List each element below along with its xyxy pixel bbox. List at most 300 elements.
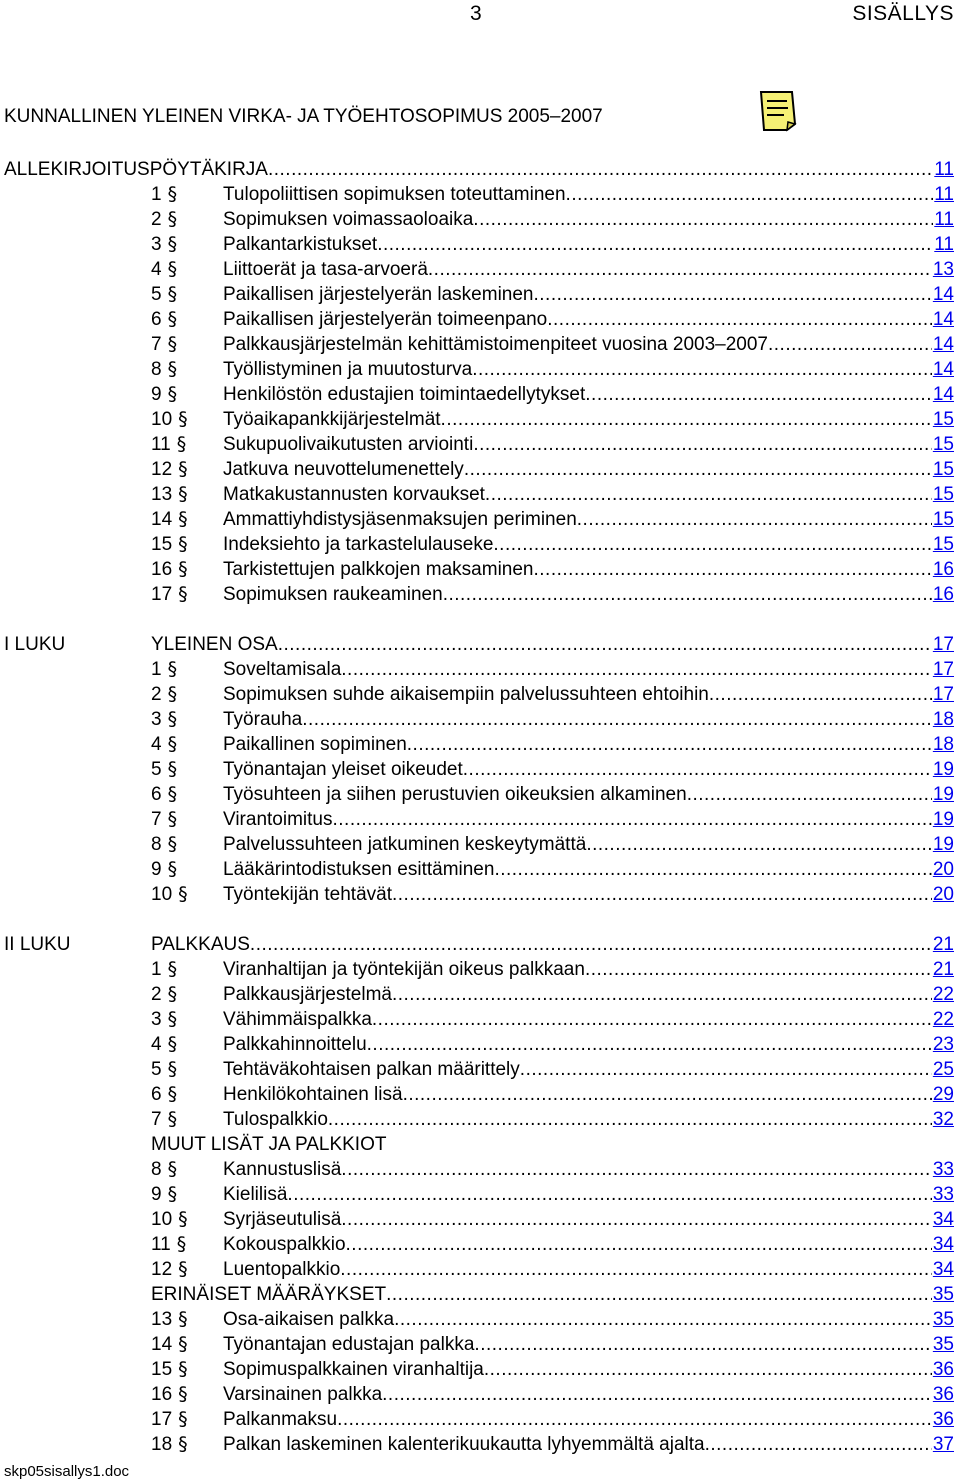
toc-page-link[interactable]: 35 <box>932 1309 954 1330</box>
section-number <box>151 1432 189 1457</box>
section-number-value: 12 <box>151 1259 173 1280</box>
toc-entry <box>223 357 954 382</box>
section-number <box>151 357 189 382</box>
section-number-value: 10 <box>151 884 173 905</box>
toc-row <box>0 557 960 582</box>
toc-entry-label: Paikallisen järjestelyerän toimeenpano <box>223 309 548 330</box>
toc-leader-dots <box>377 232 933 257</box>
toc-entry <box>223 657 954 682</box>
toc-page-link[interactable]: 35 <box>932 1284 954 1305</box>
toc-row <box>0 857 960 882</box>
chapter-label: II LUKU <box>4 934 71 955</box>
section-number-value: 8 <box>151 834 162 855</box>
toc-leader-dots <box>287 1182 931 1207</box>
section-sign-icon: § <box>167 383 178 405</box>
toc-page-link[interactable]: 36 <box>932 1359 954 1380</box>
toc-page-link[interactable]: 17 <box>932 634 954 655</box>
section-sign-icon: § <box>167 1058 178 1080</box>
toc-row <box>0 632 960 657</box>
toc-row <box>0 882 960 907</box>
section-sign-icon: § <box>167 858 178 880</box>
section-number <box>151 857 189 882</box>
toc-leader-dots <box>534 282 932 307</box>
toc-page-link[interactable]: 15 <box>932 509 954 530</box>
toc-page-link[interactable]: 21 <box>932 959 954 980</box>
section-number-value: 3 <box>151 1009 162 1030</box>
section-number-value: 7 <box>151 809 162 830</box>
toc-row <box>0 382 960 407</box>
section-sign-icon: § <box>167 1183 178 1205</box>
toc-entry-label: Tarkistettujen palkkojen maksaminen <box>223 559 534 580</box>
toc-row <box>0 1257 960 1282</box>
toc-entry <box>223 882 954 907</box>
section-number-value: 14 <box>151 509 173 530</box>
toc-page-link[interactable]: 15 <box>932 484 954 505</box>
toc-page-link[interactable]: 33 <box>932 1159 954 1180</box>
toc-page-link[interactable]: 22 <box>932 1009 954 1030</box>
section-number-value: 15 <box>151 1359 173 1380</box>
toc-page-link[interactable]: 11 <box>934 234 954 255</box>
toc-leader-dots <box>337 1407 932 1432</box>
section-number <box>151 1257 189 1282</box>
section-number <box>151 1057 189 1082</box>
toc-entry <box>223 1432 954 1457</box>
toc-leader-dots <box>346 1232 932 1257</box>
toc-leader-dots <box>586 832 932 857</box>
toc-leader-dots <box>278 632 932 657</box>
section-sign-icon: § <box>176 433 187 455</box>
toc-leader-dots <box>493 532 931 557</box>
toc-entry <box>223 532 954 557</box>
section-number-value: 9 <box>151 859 162 880</box>
toc-page-link[interactable]: 25 <box>932 1059 954 1080</box>
toc-page-link[interactable]: 22 <box>932 984 954 1005</box>
toc-row <box>0 257 960 282</box>
toc-leader-dots <box>463 757 932 782</box>
toc-page-link[interactable]: 14 <box>932 359 954 380</box>
toc-entry-label: Henkilöstön edustajien toimintaedellytykset <box>223 384 586 405</box>
note-icon[interactable] <box>758 88 798 132</box>
toc-page-link[interactable]: 14 <box>932 284 954 305</box>
toc-entry-label: Lääkärintodistuksen esittäminen <box>223 859 495 880</box>
toc-entry-label: ERINÄISET MÄÄRÄYKSET <box>151 1284 387 1305</box>
toc-page-link[interactable]: 36 <box>932 1384 954 1405</box>
toc-entry-label: Luentopalkkio <box>223 1259 341 1280</box>
toc-page-link[interactable]: 16 <box>932 559 954 580</box>
toc-entry-label: Tulospalkkio <box>223 1109 328 1130</box>
section-sign-icon: § <box>167 1083 178 1105</box>
toc-row <box>0 1307 960 1332</box>
toc-entry <box>223 857 954 882</box>
toc-entry-label: Sopimuksen voimassaoloaika <box>223 209 474 230</box>
toc-page-link[interactable]: 20 <box>932 859 954 880</box>
section-number <box>151 1182 189 1207</box>
toc-entry <box>223 1382 954 1407</box>
toc-entry <box>223 1107 954 1132</box>
section-sign-icon: § <box>167 683 178 705</box>
section-sign-icon: § <box>178 533 188 555</box>
section-number-value: 5 <box>151 284 162 305</box>
section-number <box>151 582 189 607</box>
toc-leader-dots <box>494 857 931 882</box>
toc-row <box>0 432 960 457</box>
section-number <box>151 307 189 332</box>
section-number-value: 6 <box>151 309 162 330</box>
toc-entry <box>4 157 954 182</box>
section-number-value: 4 <box>151 259 162 280</box>
toc-entry <box>223 257 954 282</box>
section-sign-icon: § <box>178 1208 188 1230</box>
toc-leader-dots <box>268 157 933 182</box>
toc-entry <box>223 1257 954 1282</box>
toc-entry-label: Indeksiehto ja tarkastelulauseke <box>223 534 494 555</box>
toc-row <box>0 307 960 332</box>
toc-page-link[interactable]: 37 <box>932 1434 954 1455</box>
toc-page-link[interactable]: 15 <box>932 409 954 430</box>
toc-row <box>0 1082 960 1107</box>
toc-leader-dots <box>328 1107 932 1132</box>
toc-entry-label: Työsuhteen ja siihen perustuvien oikeuksien alkaminen <box>223 784 687 805</box>
toc-row <box>0 282 960 307</box>
toc-leader-dots <box>566 182 934 207</box>
toc-row <box>0 232 960 257</box>
toc-row <box>0 1007 960 1032</box>
toc-entry-label: Työllistyminen ja muutosturva <box>223 359 473 380</box>
section-number <box>151 207 189 232</box>
section-sign-icon: § <box>167 333 178 355</box>
toc-entry <box>223 182 954 207</box>
toc-row <box>0 982 960 1007</box>
toc-page-link[interactable]: 18 <box>932 709 954 730</box>
toc-entry <box>223 1357 954 1382</box>
section-number <box>151 282 189 307</box>
section-number <box>151 532 189 557</box>
toc-page-link[interactable]: 33 <box>932 1184 954 1205</box>
section-number-value: 11 <box>151 1234 171 1255</box>
section-sign-icon: § <box>167 208 178 230</box>
section-number <box>151 382 189 407</box>
toc-leader-dots <box>472 357 932 382</box>
section-number <box>151 782 189 807</box>
section-sign-icon: § <box>167 283 178 305</box>
section-number-value: 13 <box>151 484 173 505</box>
toc-entry-label: Tehtäväkohtaisen palkan määrittely <box>223 1059 520 1080</box>
section-number-value: 3 <box>151 709 162 730</box>
section-number-value: 4 <box>151 1034 162 1055</box>
toc-entry <box>223 332 954 357</box>
section-sign-icon: § <box>178 1333 188 1355</box>
toc-page-link[interactable]: 15 <box>932 434 954 455</box>
section-number-value: 6 <box>151 784 162 805</box>
section-number <box>151 457 189 482</box>
toc-page-link[interactable]: 11 <box>934 159 954 180</box>
toc-leader-dots <box>367 1032 932 1057</box>
section-number <box>151 1232 189 1257</box>
section-number-value: 2 <box>151 684 162 705</box>
section-number <box>151 432 189 457</box>
section-number-value: 11 <box>151 434 171 455</box>
section-number-value: 5 <box>151 1059 162 1080</box>
toc-page-link[interactable]: 29 <box>932 1084 954 1105</box>
toc-row <box>0 1282 960 1307</box>
toc-entry <box>223 807 954 832</box>
section-sign-icon: § <box>178 1258 188 1280</box>
toc-entry <box>223 232 954 257</box>
toc-row <box>0 1107 960 1132</box>
toc-page-link[interactable]: 11 <box>934 209 954 230</box>
toc-page-link[interactable]: 18 <box>932 734 954 755</box>
toc-row <box>0 207 960 232</box>
section-sign-icon: § <box>167 708 178 730</box>
toc-row <box>0 1407 960 1432</box>
section-number-value: 2 <box>151 984 162 1005</box>
toc-leader-dots <box>687 782 932 807</box>
toc-row <box>0 407 960 432</box>
toc-entry-label: Liittoerät ja tasa-arvoerä <box>223 259 428 280</box>
toc-page-link[interactable]: 34 <box>932 1259 954 1280</box>
toc-row <box>0 482 960 507</box>
section-number-value: 9 <box>151 384 162 405</box>
toc-page-link[interactable]: 17 <box>932 659 954 680</box>
toc-leader-dots <box>428 257 932 282</box>
toc-leader-dots <box>341 657 932 682</box>
section-number <box>151 407 189 432</box>
toc-entry-label: Palvelussuhteen jatkuminen keskeytymättä <box>223 834 587 855</box>
section-number <box>151 1082 189 1107</box>
section-number-value: 5 <box>151 759 162 780</box>
section-sign-icon: § <box>167 1008 178 1030</box>
toc-entry-label: Virantoimitus <box>223 809 333 830</box>
toc-entry <box>151 1282 954 1307</box>
toc-leader-dots <box>534 557 932 582</box>
toc-entry <box>223 757 954 782</box>
toc-row <box>0 357 960 382</box>
toc-page-link[interactable]: 23 <box>932 1034 954 1055</box>
toc-row <box>0 932 960 957</box>
toc-entry <box>223 682 954 707</box>
toc-page-link[interactable]: 11 <box>934 184 954 205</box>
toc-row <box>0 732 960 757</box>
toc-entry-label: Palkkahinnoittelu <box>223 1034 367 1055</box>
toc-leader-dots <box>340 1257 932 1282</box>
section-sign-icon: § <box>178 1408 188 1430</box>
toc-entry <box>223 307 954 332</box>
toc-entry <box>223 1407 954 1432</box>
toc-leader-dots <box>585 382 932 407</box>
toc-page-link[interactable]: 19 <box>932 759 954 780</box>
section-number-value: 8 <box>151 359 162 380</box>
section-sign-icon: § <box>178 1358 188 1380</box>
toc-row <box>0 457 960 482</box>
section-number-value: 8 <box>151 1159 162 1180</box>
toc-entry <box>223 382 954 407</box>
section-title: SISÄLLYS <box>852 2 954 25</box>
toc-entry <box>223 782 954 807</box>
section-number <box>151 257 189 282</box>
section-sign-icon: § <box>167 958 178 980</box>
section-sign-icon: § <box>167 658 178 680</box>
toc-page-link[interactable]: 21 <box>932 934 954 955</box>
section-sign-icon: § <box>167 808 178 830</box>
toc-entry <box>223 432 954 457</box>
section-number-value: 1 <box>151 959 162 980</box>
toc-row <box>0 1157 960 1182</box>
section-number <box>151 832 189 857</box>
toc-entry-label: ALLEKIRJOITUSPÖYTÄKIRJA <box>4 159 268 180</box>
toc-page-link[interactable]: 36 <box>932 1409 954 1430</box>
footer-filename: skp05sisallys1.doc <box>4 1463 130 1480</box>
toc-entry-label: Kannustuslisä <box>223 1159 342 1180</box>
toc-entry <box>223 832 954 857</box>
toc-page-link[interactable]: 15 <box>932 534 954 555</box>
toc-leader-dots <box>705 1432 932 1457</box>
section-number-value: 14 <box>151 1334 173 1355</box>
section-number-value: 7 <box>151 1109 162 1130</box>
section-sign-icon: § <box>178 1308 188 1330</box>
toc-entry <box>223 957 954 982</box>
section-sign-icon: § <box>167 983 178 1005</box>
section-sign-icon: § <box>178 508 188 530</box>
toc-page-link[interactable]: 19 <box>932 834 954 855</box>
toc-page-link[interactable]: 17 <box>932 684 954 705</box>
toc-page-link[interactable]: 19 <box>932 809 954 830</box>
toc-page-link[interactable]: 20 <box>932 884 954 905</box>
toc-page-link[interactable]: 14 <box>932 384 954 405</box>
document-title: KUNNALLINEN YLEINEN VIRKA- JA TYÖEHTOSOPIMUS 2005–2007 <box>4 106 603 127</box>
toc-leader-dots <box>302 707 932 732</box>
toc-page-link[interactable]: 13 <box>932 259 954 280</box>
toc-entry <box>223 1232 954 1257</box>
toc-entry-label: Henkilökohtainen lisä <box>223 1084 403 1105</box>
toc-entry-label: Palkkausjärjestelmä <box>223 984 392 1005</box>
toc-page-link[interactable]: 16 <box>932 584 954 605</box>
toc-entry-label: Viranhaltijan ja työntekijän oikeus palkkaan <box>223 959 585 980</box>
toc-entry <box>223 1332 954 1357</box>
toc-entry <box>223 457 954 482</box>
section-sign-icon: § <box>167 308 178 330</box>
section-number-value: 17 <box>151 584 173 605</box>
toc-leader-dots <box>394 1307 932 1332</box>
toc-leader-dots <box>392 882 932 907</box>
toc-row <box>0 582 960 607</box>
toc-entry-label: Tulopoliittisen sopimuksen toteuttaminen <box>223 184 566 205</box>
toc-row <box>0 1232 960 1257</box>
toc-entry <box>223 982 954 1007</box>
toc-page-link[interactable]: 32 <box>932 1109 954 1130</box>
toc-entry-label: Palkkausjärjestelmän kehittämistoimenpiteet vuosina 2003–2007 <box>223 334 768 355</box>
toc-leader-dots <box>585 957 932 982</box>
toc-leader-dots <box>341 1207 932 1232</box>
section-number <box>151 682 189 707</box>
toc-entry-label: Palkantarkistukset <box>223 234 378 255</box>
toc-page-link[interactable]: 19 <box>932 784 954 805</box>
section-sign-icon: § <box>167 1108 178 1130</box>
toc-entry <box>223 1207 954 1232</box>
section-sign-icon: § <box>178 883 188 905</box>
section-number-value: 16 <box>151 1384 173 1405</box>
toc-entry <box>223 207 954 232</box>
section-number <box>151 1157 189 1182</box>
section-number-value: 1 <box>151 659 162 680</box>
section-number-value: 10 <box>151 409 173 430</box>
toc-page-link[interactable]: 15 <box>932 459 954 480</box>
toc-leader-dots <box>392 982 932 1007</box>
toc-row <box>0 957 960 982</box>
toc-page-link[interactable]: 14 <box>932 334 954 355</box>
toc-leader-dots <box>443 582 932 607</box>
section-sign-icon: § <box>178 558 188 580</box>
toc-row <box>0 682 960 707</box>
toc-entry <box>223 1182 954 1207</box>
section-sign-icon: § <box>178 583 188 605</box>
toc-entry <box>223 1032 954 1057</box>
toc-leader-dots <box>403 1082 932 1107</box>
toc-leader-dots <box>484 1357 932 1382</box>
toc-row <box>0 507 960 532</box>
toc-entry-label: Työnantajan yleiset oikeudet <box>223 759 463 780</box>
toc-entry-label: Sopimuspalkkainen viranhaltija <box>223 1359 484 1380</box>
section-number-value: 17 <box>151 1409 173 1430</box>
section-number-value: 15 <box>151 534 173 555</box>
section-number <box>151 1382 189 1407</box>
toc-entry-label: Syrjäseutulisä <box>223 1209 342 1230</box>
toc-entry <box>223 407 954 432</box>
section-number-value: 13 <box>151 1309 173 1330</box>
section-number-value: 1 <box>151 184 162 205</box>
section-number-value: 10 <box>151 1209 173 1230</box>
toc-page-link[interactable]: 14 <box>932 309 954 330</box>
section-sign-icon: § <box>167 258 178 280</box>
toc-leader-dots <box>441 407 932 432</box>
toc-entry-label: Soveltamisala <box>223 659 342 680</box>
section-number <box>151 807 189 832</box>
toc-leader-dots <box>709 682 932 707</box>
toc-row <box>0 757 960 782</box>
section-number <box>151 1307 189 1332</box>
toc-leader-dots <box>332 807 931 832</box>
toc-row <box>0 532 960 557</box>
toc-leader-dots <box>473 432 932 457</box>
section-number-value: 7 <box>151 334 162 355</box>
toc-entry <box>223 732 954 757</box>
toc-row <box>0 1207 960 1232</box>
toc-leader-dots <box>407 732 932 757</box>
section-number <box>151 1007 189 1032</box>
toc-leader-dots <box>473 207 933 232</box>
toc-page-link[interactable]: 35 <box>932 1334 954 1355</box>
toc-entry-label: Paikallinen sopiminen <box>223 734 407 755</box>
toc-row <box>0 1357 960 1382</box>
section-number <box>151 182 189 207</box>
toc-entry-label: YLEINEN OSA <box>151 634 278 655</box>
section-sign-icon: § <box>167 833 178 855</box>
toc-page-link[interactable]: 34 <box>932 1209 954 1230</box>
toc-row <box>0 1332 960 1357</box>
section-number <box>151 482 189 507</box>
toc-page-link[interactable]: 34 <box>932 1234 954 1255</box>
toc-leader-dots <box>372 1007 932 1032</box>
toc-row <box>0 1432 960 1457</box>
toc-entry-label: Palkanmaksu <box>223 1409 338 1430</box>
toc-entry <box>223 1057 954 1082</box>
toc-leader-dots <box>768 332 932 357</box>
toc-leader-dots <box>341 1157 932 1182</box>
section-number <box>151 1032 189 1057</box>
toc-leader-dots <box>485 482 932 507</box>
section-number-value: 18 <box>151 1434 173 1455</box>
toc-row <box>0 657 960 682</box>
toc-entry-label: Matkakustannusten korvaukset <box>223 484 485 505</box>
